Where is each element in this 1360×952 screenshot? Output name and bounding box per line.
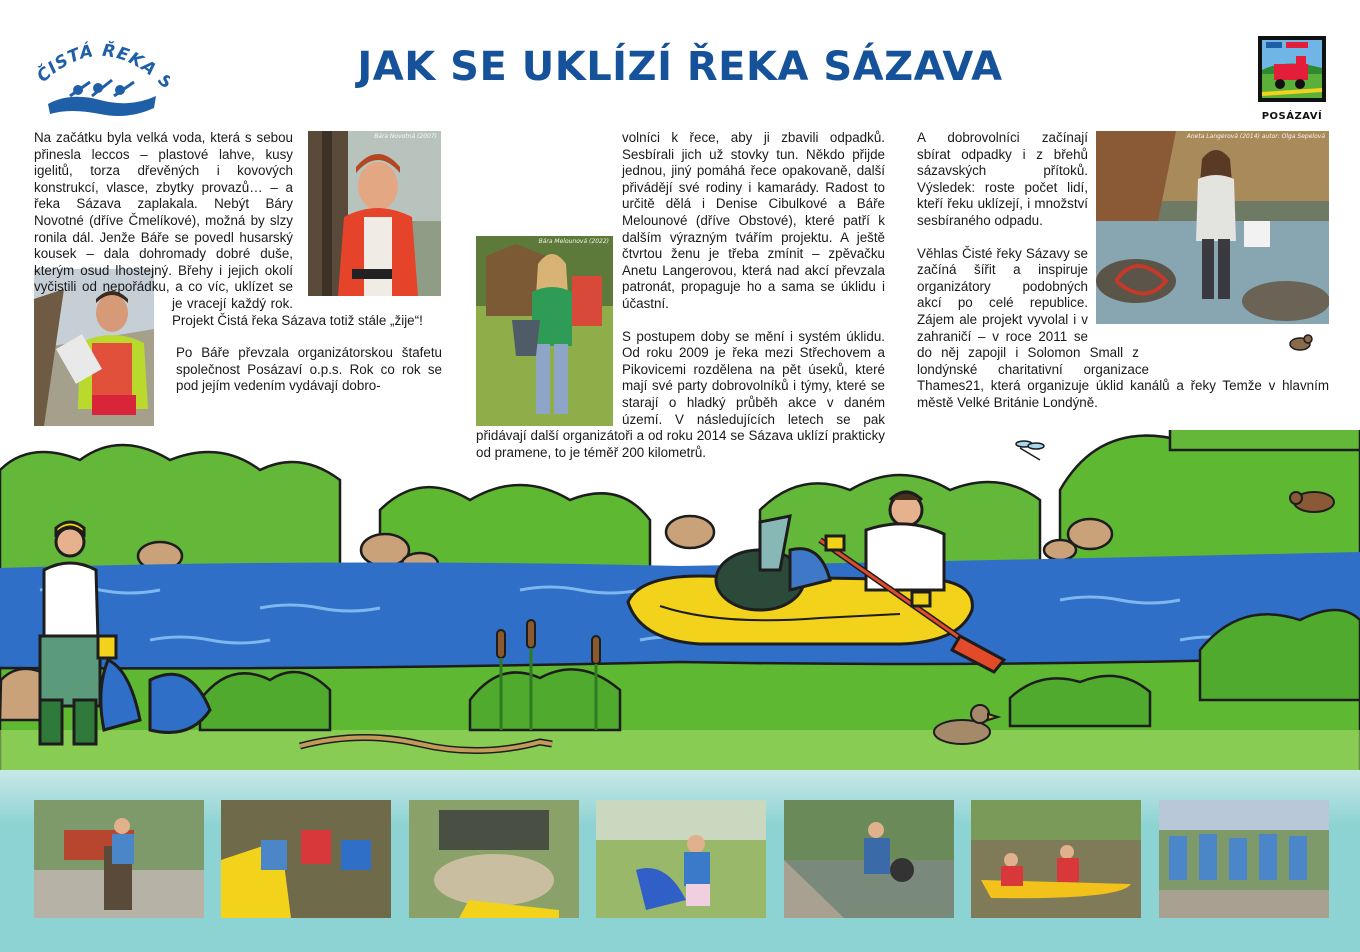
column-3-paragraph-2: Věhlas Čisté řeky Sázavy se začíná šířit a inspiruje organizátory podobných akcí po celé republice. Zájem ale projekt vyvolal i v zahraničí – v roce 2011 se do něj zapojil i Solomon Small z londýnské charitativní organizace Thames21, která organizuje úklid kanálů a řeky Temže v hlavním městě Velké Británie Londýně.	[917, 245, 1329, 410]
logo-right-text: POSÁZAVÍ	[1261, 111, 1323, 122]
column-2-paragraph-1: volníci k řece, aby ji zbavili odpadků. Sesbírali jich už stovky tun. Někdo přijde jednou, jiný pomáhá řece opakovaně, další přivádějí své rodiny i kamarády. Radost to určitě dělá i Denise Cibulkové a Báře Melounové (dříve Obstové), které patří k dalším výrazným tvářím projektu. A ještě čtvrtou ženu je třeba zmínit – zpěvačku Anetu Langerovou, která nad akcí převzala patronát, propaguje ho a sama se úklidu i účastní.	[622, 130, 885, 311]
column-2-paragraph-2: S postupem doby se mění i systém úklidu. Od roku 2009 je řeka mezi Střechovem a Pikovicemi rozdělena na pět úseků, které mají své party dobrovolníků i týmy, které se starají o hladký průběh akce v daném území. V následujících letech se pak přidávají další organizátoři a od roku 2014 se Sázava uklízí prakticky od pramene, to je téměř 200 kilometrů.	[476, 328, 885, 460]
column-2-text	[476, 130, 885, 477]
page-title: JAK SE UKLÍZÍ ŘEKA SÁZAVA	[357, 44, 1003, 90]
column-3-text	[917, 130, 1329, 428]
photo-credit: Bára Novotná (2007)	[374, 133, 437, 140]
thumbnail-photo-3	[409, 800, 579, 918]
background-bushes	[0, 430, 1360, 570]
posazavi-logo	[1256, 34, 1328, 122]
column-1-paragraph-2: Po Báře převzala organizátorskou štafetu společnost Posázaví o.p.s. Rok co rok se pod jejím vedením vydávají dobro-	[176, 345, 442, 394]
thumbnail-photo-5	[784, 800, 954, 918]
thumbnail-photo-7	[1159, 800, 1329, 918]
thumbnail-photo-2	[221, 800, 391, 918]
train-icon	[1256, 34, 1328, 106]
thumbnail-photo-1	[34, 800, 204, 918]
thumbnail-photo-4	[596, 800, 766, 918]
bird-icon	[1286, 330, 1316, 359]
dragonfly	[1016, 441, 1044, 460]
thumbnail-photo-6	[971, 800, 1141, 918]
photo-credit: Bára Melounová (2022)	[538, 238, 609, 245]
column-1-paragraph-1: Na začátku byla velká voda, která s sebou přinesla leccos – plastové lahve, kusy igelitů, torza dřevěných i kovových konstrukcí, vlasce, zbytky provazů… – a řeka Sázava zaplakala. Nebýt Báry Novotné (dříve Čmelíkové), možná by slzy ronila dál. Jenže Báře se povedl husarský kousek – dala dohromady dobré duše, kterým osud lhostejný. Břehy i jejich okolí vyčistili od nepořádku, a co víc, uklízet se je vracejí každý rok. Projekt Čistá řeka Sázava totiž stále „žije“!	[34, 130, 423, 328]
column-1-text	[34, 130, 442, 461]
column-3-paragraph-1: A dobrovolníci začínají sbírat odpadky i z břehů sázavských přítoků. Výsledek: roste počet lidí, kteří řeku uklízejí, i množství sesbíraného odpadu.	[917, 130, 1088, 228]
river-cleanup-illustration	[0, 430, 1360, 780]
photo-credit: Aneta Langerová (2014) autor: Olga Sepelová	[1186, 133, 1325, 140]
logo-left-text: ČISTÁ ŘEKA	[33, 40, 161, 87]
